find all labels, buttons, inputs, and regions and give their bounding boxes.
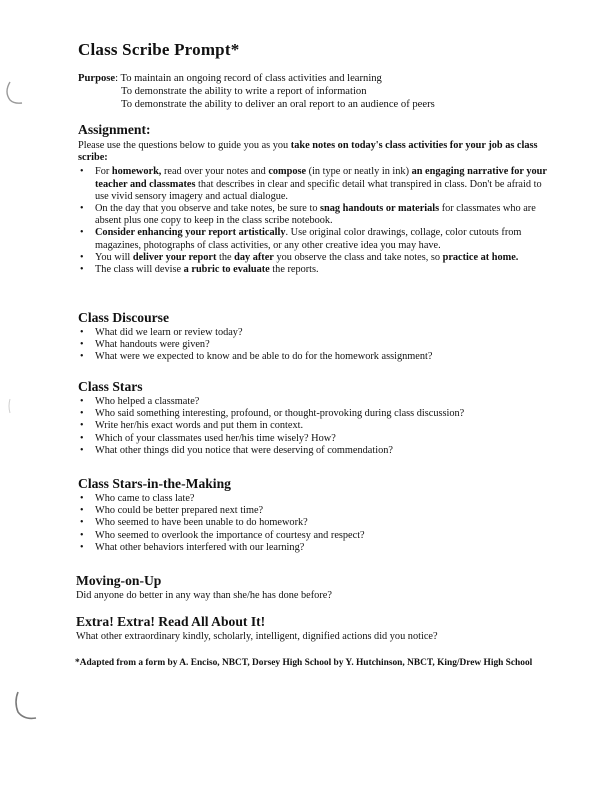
class-discourse-list <box>78 327 558 364</box>
stars-in-the-making-list <box>78 493 558 554</box>
purpose-label: Purpose <box>78 73 116 84</box>
list-item: • What did we learn or review today? <box>78 327 558 339</box>
list-item: • Write her/his exact words and put them in context. <box>78 420 558 432</box>
extra-extra-text: What other extraordinary kindly, scholarly, intelligent, dignified actions did you notice? <box>76 631 438 642</box>
moving-on-up-heading: Moving-on-Up <box>76 573 162 588</box>
list-item: • Who seemed to overlook the importance of courtesy and respect? <box>78 530 558 542</box>
list-item: • Who helped a classmate? <box>78 396 558 408</box>
page-title: Class Scribe Prompt* <box>78 40 240 59</box>
class-stars-heading: Class Stars <box>78 379 143 394</box>
scan-speck-left <box>6 398 14 414</box>
list-item: • Who could be better prepared next time? <box>78 505 558 517</box>
stars-in-the-making-section <box>78 493 558 554</box>
list-item: • Which of your classmates used her/his time wisely? How? <box>78 433 558 445</box>
purpose-line-1: Purpose: To maintain an ongoing record of class activities and learning <box>78 73 382 84</box>
list-item: • For homework, read over your notes and compose (in type or neatly in ink) an engaging narrative for your teacher and classmates that describes in clear and specific detail what transpired in class. Don't be afraid to use vivid sensory imagery and actual dialogue. <box>78 166 548 203</box>
hole-punch-mark-bottom <box>4 690 38 722</box>
purpose-block <box>78 72 435 111</box>
purpose-line-3: To demonstrate the ability to deliver an oral report to an audience of peers <box>121 99 435 110</box>
stars-in-the-making-heading: Class Stars-in-the-Making <box>78 476 231 491</box>
purpose-line-2: To demonstrate the ability to write a report of information <box>121 86 367 97</box>
list-item: • What other behaviors interfered with our learning? <box>78 542 558 554</box>
list-item: • What were we expected to know and be able to do for the homework assignment? <box>78 351 558 363</box>
list-item: • Consider enhancing your report artistically. Use original color drawings, collage, color cutouts from magazines, photographs of class activities, or any other creative idea you may have. <box>78 227 548 251</box>
assignment-intro: Please use the questions below to guide you as you take notes on today's class activities for your job as class scribe: <box>78 140 538 164</box>
class-discourse-section <box>78 327 558 364</box>
list-item: • The class will devise a rubric to evaluate the reports. <box>78 264 548 276</box>
assignment-heading: Assignment: <box>78 122 151 137</box>
class-stars-list <box>78 396 558 457</box>
assignment-list <box>78 166 548 276</box>
list-item: • Who seemed to have been unable to do homework? <box>78 517 558 529</box>
moving-on-up-text: Did anyone do better in any way than she/he has done before? <box>76 590 332 601</box>
footnote: *Adapted from a form by A. Enciso, NBCT, Dorsey High School by Y. Hutchinson, NBCT, King/Drew High School <box>75 658 533 668</box>
list-item: • Who came to class late? <box>78 493 558 505</box>
list-item: • Who said something interesting, profound, or thought-provoking during class discussion? <box>78 408 558 420</box>
list-item: • On the day that you observe and take notes, be sure to snag handouts or materials for classmates who are absent plus one copy to keep in the class scribe notebook. <box>78 203 548 227</box>
assignment-section <box>78 140 548 276</box>
extra-extra-heading: Extra! Extra! Read All About It! <box>76 614 266 629</box>
list-item: • You will deliver your report the day after you observe the class and take notes, so practice at home. <box>78 252 548 264</box>
list-item: • What other things did you notice that were deserving of commendation? <box>78 445 558 457</box>
class-stars-section <box>78 396 558 457</box>
hole-punch-mark-top <box>2 80 24 106</box>
list-item: • What handouts were given? <box>78 339 558 351</box>
class-discourse-heading: Class Discourse <box>78 310 170 325</box>
